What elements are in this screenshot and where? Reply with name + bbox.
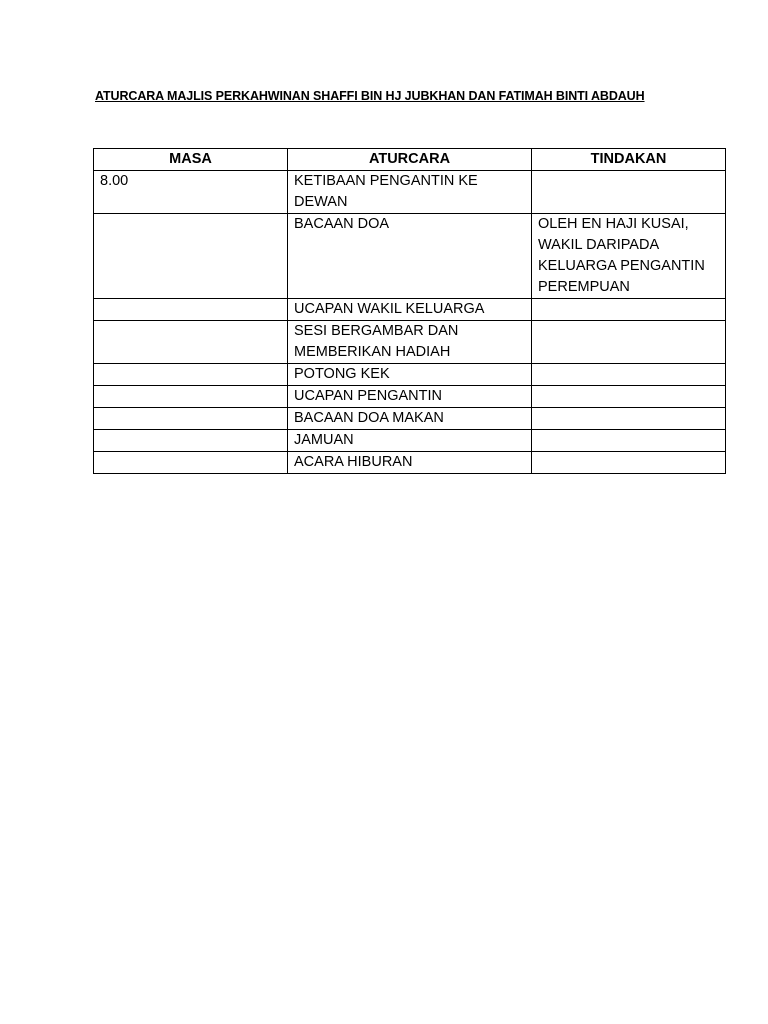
cell-tindakan bbox=[532, 386, 726, 408]
cell-aturcara bbox=[288, 299, 532, 321]
cell-aturcara bbox=[288, 321, 532, 364]
cell-tindakan bbox=[532, 299, 726, 321]
cell-masa bbox=[94, 364, 288, 386]
column-header-masa: MASA bbox=[94, 149, 288, 171]
cell-tindakan bbox=[532, 408, 726, 430]
table-row bbox=[94, 299, 726, 321]
cell-masa-text: 8.00 bbox=[100, 173, 129, 189]
cell-masa bbox=[94, 214, 288, 299]
table-row bbox=[94, 214, 726, 299]
cell-masa bbox=[94, 408, 288, 430]
cell-tindakan bbox=[532, 321, 726, 364]
cell-aturcara bbox=[288, 452, 532, 474]
table-row bbox=[94, 364, 726, 386]
cell-aturcara-text: UCAPAN PENGANTIN bbox=[294, 388, 442, 404]
cell-aturcara-text: UCAPAN WAKIL KELUARGA bbox=[294, 301, 485, 317]
table-row bbox=[94, 386, 726, 408]
cell-aturcara-text: SESI BERGAMBAR DAN MEMBERIKAN HADIAH bbox=[294, 323, 463, 360]
cell-tindakan bbox=[532, 364, 726, 386]
cell-aturcara-text: POTONG KEK bbox=[294, 366, 390, 382]
cell-tindakan-text: OLEH EN HAJI KUSAI, WAKIL DARIPADA KELUARGA PENGANTIN PEREMPUAN bbox=[538, 216, 709, 295]
cell-aturcara-text: JAMUAN bbox=[294, 432, 354, 448]
table-header-row bbox=[94, 149, 726, 171]
cell-tindakan bbox=[532, 452, 726, 474]
cell-aturcara bbox=[288, 214, 532, 299]
cell-aturcara bbox=[288, 364, 532, 386]
table-row bbox=[94, 408, 726, 430]
cell-masa bbox=[94, 430, 288, 452]
cell-aturcara bbox=[288, 430, 532, 452]
cell-aturcara-text: BACAAN DOA bbox=[294, 216, 390, 232]
cell-tindakan bbox=[532, 430, 726, 452]
table-row bbox=[94, 452, 726, 474]
cell-masa bbox=[94, 171, 288, 214]
document-title: ATURCARA MAJLIS PERKAHWINAN SHAFFI BIN HJ JUBKHAN DAN FATIMAH BINTI ABDAUH bbox=[95, 89, 645, 103]
cell-masa bbox=[94, 452, 288, 474]
schedule-table bbox=[93, 148, 726, 474]
table-row bbox=[94, 430, 726, 452]
cell-aturcara bbox=[288, 171, 532, 214]
cell-aturcara-text: KETIBAAN PENGANTIN KE DEWAN bbox=[294, 173, 482, 210]
cell-aturcara bbox=[288, 408, 532, 430]
cell-aturcara-text: ACARA HIBURAN bbox=[294, 454, 413, 470]
table-row bbox=[94, 171, 726, 214]
cell-tindakan bbox=[532, 214, 726, 299]
cell-masa bbox=[94, 386, 288, 408]
cell-aturcara-text: BACAAN DOA MAKAN bbox=[294, 410, 444, 426]
cell-aturcara bbox=[288, 386, 532, 408]
column-header-tindakan: TINDAKAN bbox=[532, 149, 726, 171]
table-row bbox=[94, 321, 726, 364]
cell-masa bbox=[94, 321, 288, 364]
column-header-aturcara: ATURCARA bbox=[288, 149, 532, 171]
cell-tindakan bbox=[532, 171, 726, 214]
cell-masa bbox=[94, 299, 288, 321]
